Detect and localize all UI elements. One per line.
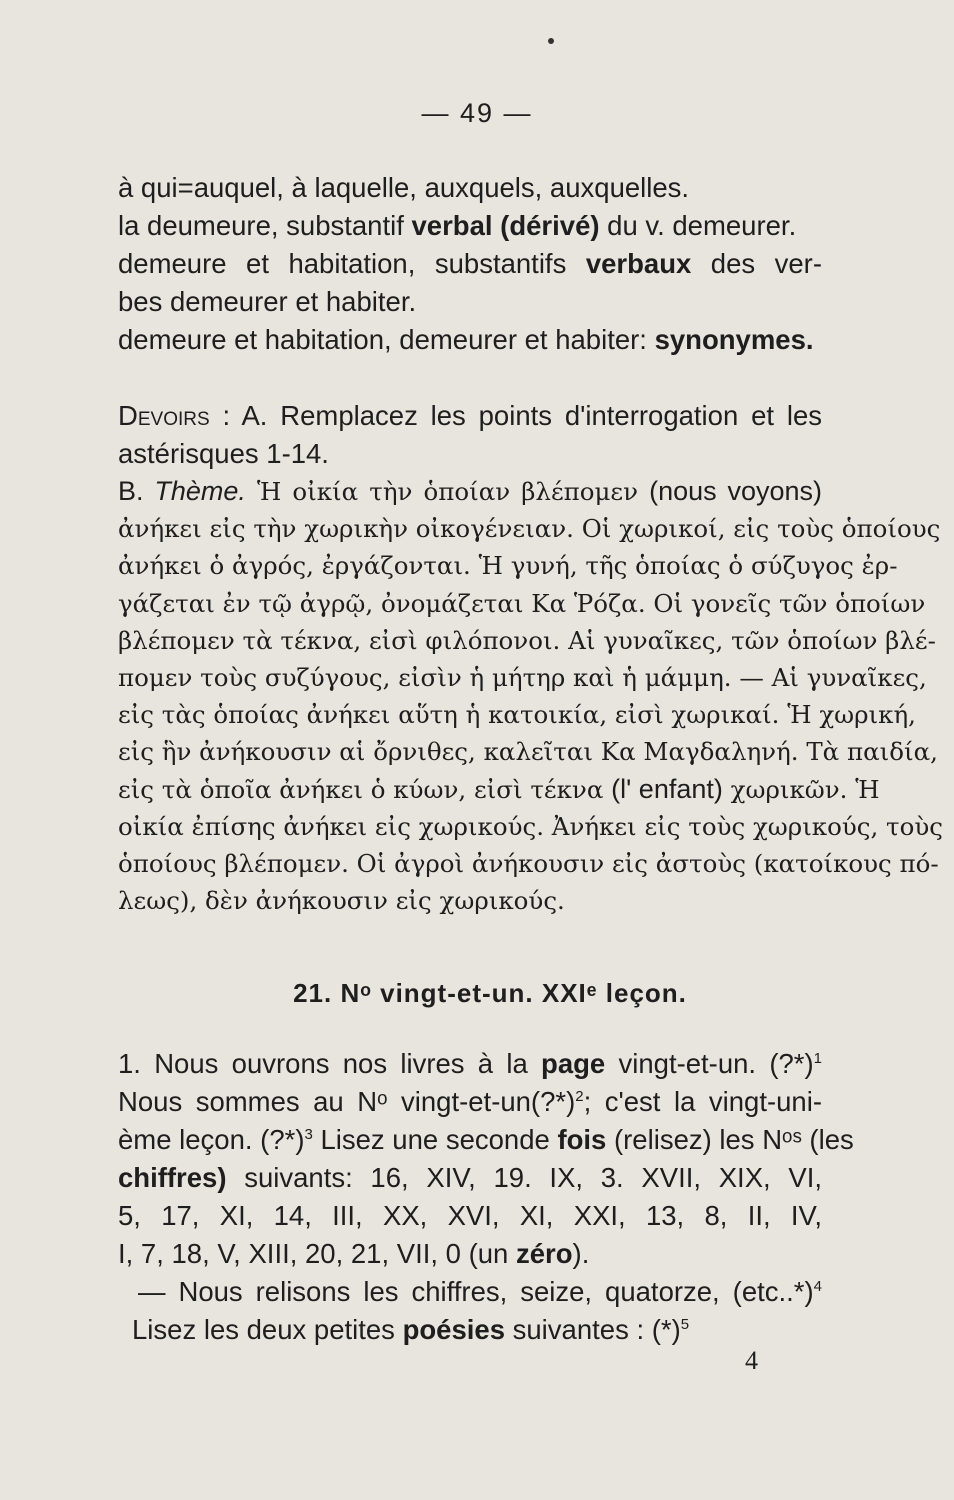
bold-term: verbaux: [585, 248, 692, 279]
lesson-line-4: [118, 1159, 822, 1197]
theme-line-1: [118, 473, 822, 510]
footnote-mark: 1: [813, 1050, 822, 1068]
theme-line-12: λεως), δὲν ἀνήκουσιν εἰς χωρικούς.: [118, 886, 565, 916]
text-span: ; c'est la vingt-uni-: [583, 1086, 822, 1118]
devoirs-line-2: astérisques 1-14.: [118, 438, 329, 469]
theme-label: B.: [118, 476, 155, 506]
footnote-mark: 5: [680, 1316, 690, 1334]
lesson-line-5: 5, 17, XI, 14, III, XX, XVI, XI, XXI, 13, 8, II, IV,: [118, 1200, 822, 1232]
theme-line-7: εἰς τὰς ὁποίας ἀνήκει αὕτη ἡ κατοικία, εἰσὶ χωρικαί. Ἡ χωρική,: [118, 700, 916, 730]
text-span: Lisez une seconde: [312, 1124, 558, 1156]
theme-line-8: εἰς ἣν ἀνήκουσιν αἱ ὄρνιθες, καλεῖται Κα Μαγδαληνή. Τὰ παιδία,: [118, 737, 938, 767]
text-span: du v. demeurer.: [599, 210, 797, 241]
theme-line-5: βλέπομεν τὰ τέκνα, εἰσὶ φιλόπονοι. Αἱ γυναῖκες, τῶν ὁποίων βλέ-: [118, 625, 936, 655]
bold-term: synonymes.: [654, 324, 814, 355]
theme-line-2: ἀνήκει εἰς τὴν χωρικὴν οἰκογένειαν. Οἱ χωρικοί, εἰς τοὺς ὁποίους: [118, 514, 941, 544]
lesson-line-3: [118, 1121, 854, 1159]
bold-term: zéro: [515, 1238, 573, 1270]
bold-term: fois: [557, 1124, 607, 1156]
grammar-line-5: [118, 321, 822, 359]
lesson-line-6: [118, 1235, 822, 1273]
grammar-line-2: [118, 207, 822, 245]
text-span: ).: [572, 1238, 590, 1270]
grammar-line-3: [118, 245, 822, 283]
bold-term: chiffres): [118, 1162, 227, 1194]
bold-term: poésies: [402, 1314, 505, 1346]
theme-line-11: ὁποίους βλέπομεν. Οἱ ἀγροὶ ἀνήκουσιν εἰς ἀστοὺς (κατοίκους πό-: [118, 849, 939, 879]
lesson-line-7: [118, 1273, 822, 1311]
text-span: ème leçon. (?*): [118, 1124, 305, 1156]
grammar-line-1: à qui=auquel, à laquelle, auxquels, auxquelles.: [118, 172, 690, 203]
bold-term: verbal (dérivé): [411, 210, 600, 241]
theme-line-3: ἀνήκει ὁ ἀγρός, ἐργάζονται. Ἡ γυνή, τῆς ὁποίας ὁ σύζυγος ἐρ-: [118, 551, 898, 581]
bold-term: page: [541, 1048, 606, 1080]
signature-mark: 4: [745, 1346, 758, 1375]
grammar-notes: [118, 169, 822, 359]
lesson-title: 21. Nᵒ vingt-et-un. XXIᵉ leçon.: [293, 978, 687, 1009]
lesson-line-8: [118, 1311, 822, 1349]
text-span: la deumeure, substantif: [118, 210, 412, 241]
text-span: demeure et habitation, demeurer et habiter:: [118, 324, 655, 355]
text-span: — Nous relisons les chiffres, seize, quatorze, (etc..*): [138, 1276, 814, 1308]
text-span: : A. Remplacez les points d'interrogation et les: [209, 400, 822, 431]
text-span: suivantes : (*): [505, 1314, 681, 1346]
text-span: I, 7, 18, V, XIII, 20, 21, VII, 0 (un: [118, 1238, 516, 1270]
greek-text: Ἡ οἰκία τὴν ὁποίαν βλέπομεν: [245, 477, 650, 506]
grammar-line-4: bes demeurer et habiter.: [118, 286, 417, 317]
lesson-body: [118, 1045, 854, 1349]
devoirs-line-1: [118, 397, 822, 435]
theme-word: Thème.: [154, 476, 246, 506]
text-span: (relisez) les Nᵒˢ (les: [606, 1124, 854, 1156]
devoirs-label: Devoirs: [118, 400, 210, 431]
greek-text: εἰς τὰ ὁποῖα ἀνήκει ὁ κύων, εἰσὶ τέκνα: [118, 774, 612, 804]
ink-speck: [548, 38, 554, 44]
devoirs-section: [118, 397, 943, 919]
text-span: Lisez les deux petites: [132, 1314, 403, 1346]
lesson-line-1: [118, 1045, 822, 1083]
french-gloss: (nous voyons): [649, 476, 822, 506]
greek-text: χωρικῶν. Ἡ: [722, 774, 880, 804]
french-gloss: (l' enfant): [611, 773, 723, 804]
text-span: Nous sommes au Nᵒ vingt-et-un(?*): [118, 1086, 576, 1118]
text-span: vingt-et-un. (?*): [605, 1048, 814, 1080]
footnote-mark: 2: [575, 1088, 584, 1106]
theme-line-9: [118, 771, 880, 808]
text-span: demeure et habitation, substantifs: [118, 248, 586, 279]
lesson-line-2: [118, 1083, 822, 1121]
page-number: — 49 —: [421, 98, 533, 128]
footnote-mark: 4: [813, 1278, 822, 1296]
footnote-mark: 3: [304, 1126, 313, 1144]
text-span: 1. Nous ouvrons nos livres à la: [118, 1048, 542, 1080]
theme-line-6: πομεν τοὺς συζύγους, εἰσὶν ἡ μήτηρ καὶ ἡ μάμμη. — Αἱ γυναῖκες,: [118, 663, 927, 693]
text-span: des ver-: [691, 248, 822, 279]
theme-line-4: γάζεται ἐν τῷ ἀγρῷ, ὀνομάζεται Κα Ῥόζα. Οἱ γονεῖς τῶν ὁποίων: [118, 588, 926, 618]
theme-line-10: οἰκία ἐπίσης ἀνήκει εἰς χωρικούς. Ἀνήκει εἰς τοὺς χωρικούς, τοὺς: [118, 811, 943, 841]
text-span: suivants: 16, XIV, 19. IX, 3. XVII, XIX, VI,: [226, 1162, 822, 1194]
